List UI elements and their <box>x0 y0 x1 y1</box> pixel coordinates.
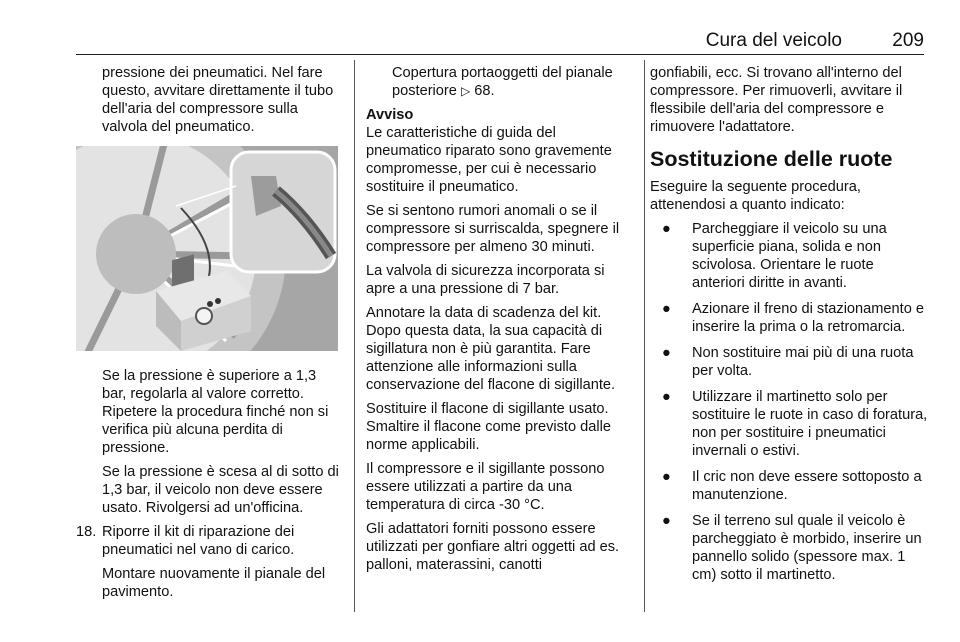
col2-paragraph-3: Annotare la data di scadenza del kit. Dopo questa data, la sua capacità di sigillatura non è più garantita. Fare attenzione alle informazioni sulla conservazione del flacone di sigillante. <box>366 305 616 393</box>
step-number: 18. <box>76 524 97 540</box>
tire-compressor-image <box>76 146 338 351</box>
section-intro: Eseguire la seguente procedura, attenendosi a quanto indicato: <box>650 179 861 213</box>
bullet-icon: ● <box>662 513 671 529</box>
list-item: ● Parcheggiare il veicolo su una superficie piana, solida e non scivolosa. Orientare le ruote anteriori diritte in avanti. <box>662 221 887 291</box>
bullet-icon: ● <box>662 389 671 405</box>
col2-top-text: Copertura portaoggetti del pianale posteriore <box>392 65 613 99</box>
bullet-icon: ● <box>662 221 671 237</box>
page-number: 209 <box>892 30 924 51</box>
list-item: ● Azionare il freno di stazionamento e inserire la prima o la retromarcia. <box>662 301 925 335</box>
header-rule <box>76 54 924 55</box>
valve-inset-icon <box>231 152 335 272</box>
step-text: Riporre il kit di riparazione dei pneumatici nel vano di carico. <box>102 524 295 558</box>
bullet-icon: ● <box>662 469 671 485</box>
note-text: Le caratteristiche di guida del pneumatico riparato sono gravemente compromesse, per cui è necessario sostituire il pneumatico. <box>366 125 612 195</box>
tire-compressor-illustration <box>76 146 338 351</box>
page-ref-link[interactable]: 68. <box>474 83 495 99</box>
column-1 <box>76 64 344 607</box>
col2-paragraph-5: Il compressore e il sigillante possono essere utilizzati a partire da una temperatura di circa -30 °C. <box>366 461 605 513</box>
column-divider-1 <box>354 60 355 612</box>
column-divider-2 <box>644 60 645 612</box>
column-2 <box>366 64 634 580</box>
col3-paragraph-top: gonfiabili, ecc. Si trovano all'interno del compressore. Per rimuoverli, avvitare il flessibile dell'aria del compressore e rimuovere l'adattatore. <box>650 65 903 135</box>
step-18 <box>76 523 344 559</box>
col1-paragraph-top: pressione dei pneumatici. Nel fare questo, avvitare direttamente il tubo dell'aria del compressore sulla valvola del pneumatico. <box>102 65 334 135</box>
column-3 <box>650 64 928 592</box>
section-heading: Sostituzione delle ruote <box>650 147 893 171</box>
list-item: ● Utilizzare il martinetto solo per sostituire le ruote in caso di foratura, non per sostituire i pneumatici invernali o estivi. <box>662 389 928 459</box>
page-header <box>76 30 924 54</box>
note-title: Avviso <box>366 107 414 123</box>
list-item: ● Il cric non deve essere sottoposto a manutenzione. <box>662 469 922 503</box>
col2-paragraph-4: Sostituire il flacone di sigillante usato. Smaltire il flacone come previsto dalle norme applicabili. <box>366 401 611 453</box>
arrow-ref-icon: ▷ <box>460 84 471 98</box>
list-item: ● Non sostituire mai più di una ruota per volta. <box>662 345 914 379</box>
col1-paragraph-pressure-low: Se la pressione è scesa al di sotto di 1,3 bar, il veicolo non deve essere usato. Rivolgersi ad un'officina. <box>102 464 339 516</box>
bullet-icon: ● <box>662 301 671 317</box>
step-18-sub: Montare nuovamente il pianale del pavimento. <box>102 566 326 600</box>
bullet-icon: ● <box>662 345 671 361</box>
col2-paragraph-top <box>366 64 634 100</box>
col2-paragraph-2: La valvola di sicurezza incorporata si apre a una pressione di 7 bar. <box>366 263 605 297</box>
instruction-list <box>650 220 928 584</box>
col2-paragraph-6: Gli adattatori forniti possono essere utilizzati per gonfiare altri oggetti ad es. palloni, materassini, canotti <box>366 521 620 573</box>
section-title: Cura del veicolo <box>705 30 842 51</box>
col1-paragraph-pressure-high: Se la pressione è superiore a 1,3 bar, regolarla al valore corretto. Ripetere la procedura finché non si verifica più alcuna perdita di pressione. <box>102 368 329 456</box>
col2-paragraph-1: Se si sentono rumori anomali o se il compressore si surriscalda, spegnere il compressore per almeno 30 minuti. <box>366 203 620 255</box>
list-item: ● Se il terreno sul quale il veicolo è parcheggiato è morbido, inserire un pannello solido (spessore max. 1 cm) sotto il martinetto. <box>662 513 922 583</box>
